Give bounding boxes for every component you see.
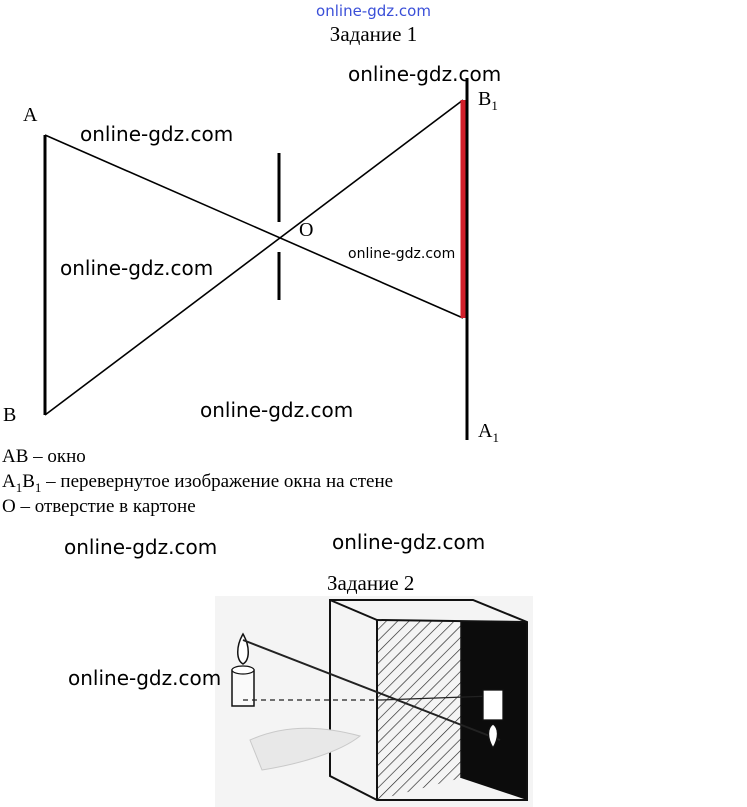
watermark: online-gdz.com [68, 666, 222, 690]
point-a1-label: $A_1$ [478, 420, 499, 445]
task-1-title: Задание 1 [329, 22, 418, 46]
task-2-title: Задание 2 [327, 571, 415, 595]
point-b-label: B [3, 404, 17, 426]
legend-image: $A_1B_1$ – перевернутое изображение окна на стене [2, 471, 394, 495]
legend-hole: O – отверстие в картоне [2, 496, 196, 517]
watermark: online-gdz.com [200, 398, 354, 422]
candle-top [232, 666, 254, 674]
point-a-label: A [23, 104, 38, 126]
watermark: online-gdz.com [64, 535, 218, 559]
inverted-candle-icon [483, 690, 503, 720]
legend-window: AB – окно [2, 446, 86, 467]
watermark: online-gdz.com [348, 62, 502, 86]
watermark: online-gdz.com [60, 256, 214, 280]
watermark: online-gdz.com [348, 246, 456, 262]
site-link[interactable]: online-gdz.com [316, 2, 431, 20]
point-o-label: O [299, 219, 314, 241]
watermark: online-gdz.com [80, 122, 234, 146]
point-b1-label: $B_1$ [478, 88, 498, 113]
box-hatched-screen [377, 620, 461, 800]
watermark: online-gdz.com [332, 530, 486, 554]
